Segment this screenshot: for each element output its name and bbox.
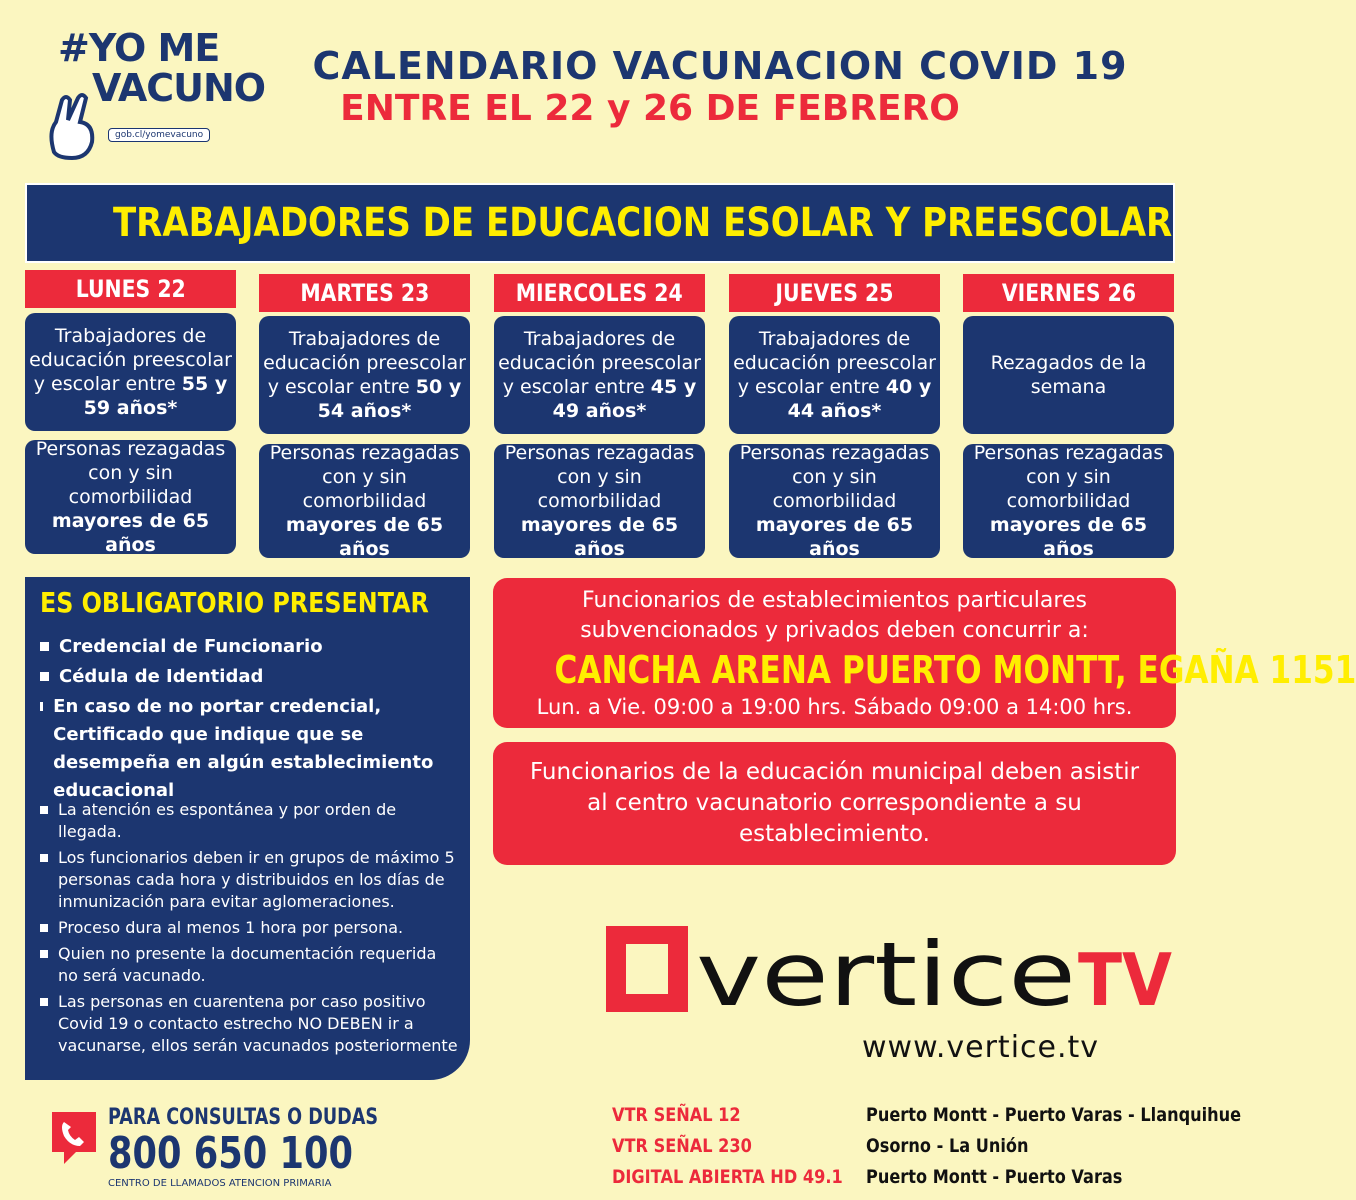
note-item: Los funcionarios deben ir en grupos de máximo 5 personas cada hora y distribuidos en los días de inmunización para evitar aglomeraciones. (40, 847, 460, 913)
channel-list (612, 1100, 883, 1193)
page-subtitle: ENTRE EL 22 y 26 DE FEBRERO (340, 88, 960, 129)
day-header: MIERCOLES 24 (494, 274, 705, 312)
svg-text:TV: TV (1078, 938, 1173, 1022)
eligibility-text: Trabajadores de educación preescolar y escolar entre 55 y 59 años* (29, 325, 232, 419)
private-schools-text: Funcionarios de establecimientos particulares subvencionados y privados deben concurrir a: (580, 588, 1089, 643)
rezagados-age: mayores de 65 años (520, 514, 679, 560)
day-rezagados-card (494, 444, 705, 558)
rezagados-text: Personas rezagadas con y sin comorbilidad (35, 438, 226, 508)
requirements-title: ES OBLIGATORIO PRESENTAR (40, 586, 429, 619)
bullet-icon (40, 950, 48, 958)
requirements-list (40, 633, 460, 807)
day-header: MARTES 23 (259, 274, 470, 312)
verticetv-logo (604, 920, 1174, 1026)
eligibility-text: Trabajadores de educación preescolar y escolar entre 45 y 49 años* (498, 328, 701, 422)
day-eligibility-card (259, 316, 470, 434)
svg-text:vertice: vertice (696, 923, 1076, 1026)
note-item: Quien no presente la documentación requerida no será vacunado. (40, 943, 460, 987)
day-header: VIERNES 26 (963, 274, 1174, 312)
channel-item: DIGITAL ABIERTA HD 49.1 (612, 1166, 843, 1188)
note-item: Las personas en cuarentena por caso positivo Covid 19 o contacto estrecho NO DEBEN ir a vacunarse, ellos serán vacunados posteriormente (40, 991, 460, 1057)
phone-icon (48, 1108, 100, 1172)
venue-name: CANCHA ARENA PUERTO MONTT, EGAÑA 1151 (554, 648, 1356, 692)
rezagados-text: Personas rezagadas con y sin comorbilidad (504, 442, 695, 512)
contact-title: PARA CONSULTAS O DUDAS (108, 1105, 379, 1130)
channel-item: VTR SEÑAL 12 (612, 1104, 741, 1126)
rezagados-text: Personas rezagadas con y sin comorbilidad (269, 442, 460, 512)
city-item: Puerto Montt - Puerto Varas - Llanquihue (866, 1104, 1242, 1126)
day-rezagados-card (963, 444, 1174, 558)
bullet-icon (40, 998, 48, 1006)
requirement-item: En caso de no portar credencial, Certificado que indique que se desempeña en algún establecimiento educacional (40, 693, 460, 805)
contact-subtitle: CENTRO DE LLAMADOS ATENCION PRIMARIA (108, 1178, 332, 1189)
rezagados-age: mayores de 65 años (755, 514, 914, 560)
bullet-icon (40, 702, 43, 711)
rezagados-text: Personas rezagadas con y sin comorbilidad (739, 442, 930, 512)
note-item: Proceso dura al menos 1 hora por persona. (40, 917, 460, 939)
audience-banner: TRABAJADORES DE EDUCACION ESOLAR Y PREESCOLAR (25, 183, 1175, 263)
eligibility-text: Rezagados de la semana (990, 352, 1147, 398)
bullet-icon (40, 806, 48, 814)
verticetv-logo-mark (604, 920, 1174, 1026)
eligibility-text: Trabajadores de educación preescolar y escolar entre 50 y 54 años* (263, 328, 466, 422)
rezagados-age: mayores de 65 años (51, 510, 210, 556)
page-title: CALENDARIO VACUNACION COVID 19 (312, 44, 1128, 88)
rezagados-age: mayores de 65 años (989, 514, 1148, 560)
rezagados-age: mayores de 65 años (285, 514, 444, 560)
contact-phone[interactable]: 800 650 100 (108, 1128, 353, 1179)
day-eligibility-card (494, 316, 705, 434)
venue-hours: Lun. a Vie. 09:00 a 19:00 hrs. Sábado 09:00 a 14:00 hrs. (536, 695, 1133, 719)
city-list (866, 1100, 1307, 1193)
requirement-item: Credencial de Funcionario (40, 633, 460, 661)
private-schools-box (493, 578, 1356, 728)
city-item: Osorno - La Unión (866, 1135, 1029, 1157)
day-header: LUNES 22 (25, 270, 236, 308)
municipal-schools-box (493, 742, 1176, 865)
day-rezagados-card (729, 444, 940, 558)
day-eligibility-card (729, 316, 940, 434)
channel-item: VTR SEÑAL 230 (612, 1135, 752, 1157)
brand-url[interactable]: www.vertice.tv (862, 1030, 1100, 1065)
bullet-icon (40, 854, 48, 862)
bullet-icon (40, 924, 48, 932)
logo-text: #YO ME VACUNO (58, 26, 266, 110)
note-item: La atención es espontánea y por orden de llegada. (40, 799, 460, 843)
bullet-icon (40, 642, 49, 651)
logo-url: gob.cl/yomevacuno (108, 128, 210, 142)
day-eligibility-card (963, 316, 1174, 434)
eligibility-text: Trabajadores de educación preescolar y escolar entre 40 y 44 años* (733, 328, 936, 422)
notes-list (40, 799, 460, 1061)
municipal-schools-text: Funcionarios de la educación municipal deben asistir al centro vacunatorio correspondiente a su establecimiento. (529, 759, 1140, 847)
day-header: JUEVES 25 (729, 274, 940, 312)
rezagados-text: Personas rezagadas con y sin comorbilidad (973, 442, 1164, 512)
requirement-item: Cédula de Identidad (40, 663, 460, 691)
bullet-icon (40, 672, 49, 681)
day-rezagados-card (259, 444, 470, 558)
day-rezagados-card (25, 440, 236, 554)
day-eligibility-card (25, 313, 236, 431)
city-item: Puerto Montt - Puerto Varas (866, 1166, 1123, 1188)
